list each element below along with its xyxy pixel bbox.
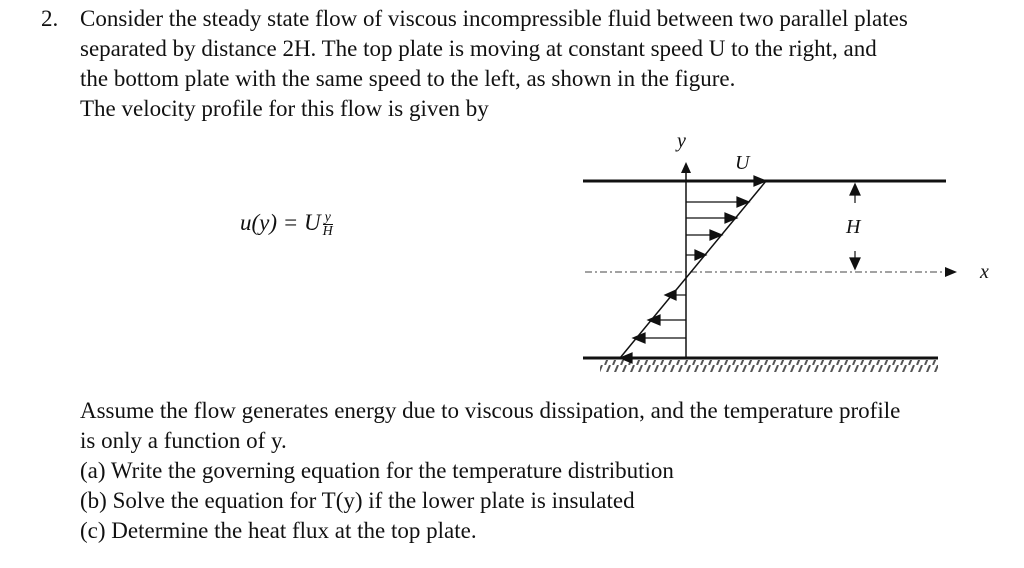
intro-line-2: separated by distance 2H. The top plate is moving at constant speed U to the right, and [80, 36, 877, 61]
intro-line-1: Consider the steady state flow of viscous incompressible fluid between two parallel plates [80, 6, 908, 31]
body-line-1: Assume the flow generates energy due to viscous dissipation, and the temperature profile [80, 398, 901, 423]
formula-fraction [323, 211, 333, 238]
formula-numerator: y [324, 210, 331, 226]
h-label: H [846, 216, 861, 238]
part-c: (c) Determine the heat flux at the top plate. [80, 518, 477, 543]
y-axis-arrowhead [681, 162, 691, 173]
formula-denominator: H [322, 224, 333, 240]
y-label: y [677, 130, 686, 152]
velocity-arrows-upper [686, 176, 766, 260]
u-label: U [735, 152, 750, 174]
intro-line-4: The velocity profile for this flow is given by [80, 96, 489, 121]
formula-lhs: u(y) = U [240, 210, 321, 235]
bottom-plate-hatching [600, 360, 938, 372]
velocity-arrows-lower [620, 290, 686, 363]
flow-figure [580, 125, 989, 385]
part-a: (a) Write the governing equation for the temperature distribution [80, 458, 674, 483]
part-b: (b) Solve the equation for T(y) if the lower plate is insulated [80, 488, 635, 513]
x-axis-arrowhead [945, 267, 957, 277]
problem-body [80, 396, 1020, 546]
body-line-2: is only a function of y. [80, 428, 287, 453]
velocity-profile-formula [240, 210, 333, 238]
velocity-profile-line [620, 181, 766, 358]
x-label: x [980, 261, 989, 283]
problem-intro [80, 4, 1020, 124]
intro-line-3: the bottom plate with the same speed to the left, as shown in the figure. [80, 66, 736, 91]
problem-number: 2. [41, 6, 59, 31]
